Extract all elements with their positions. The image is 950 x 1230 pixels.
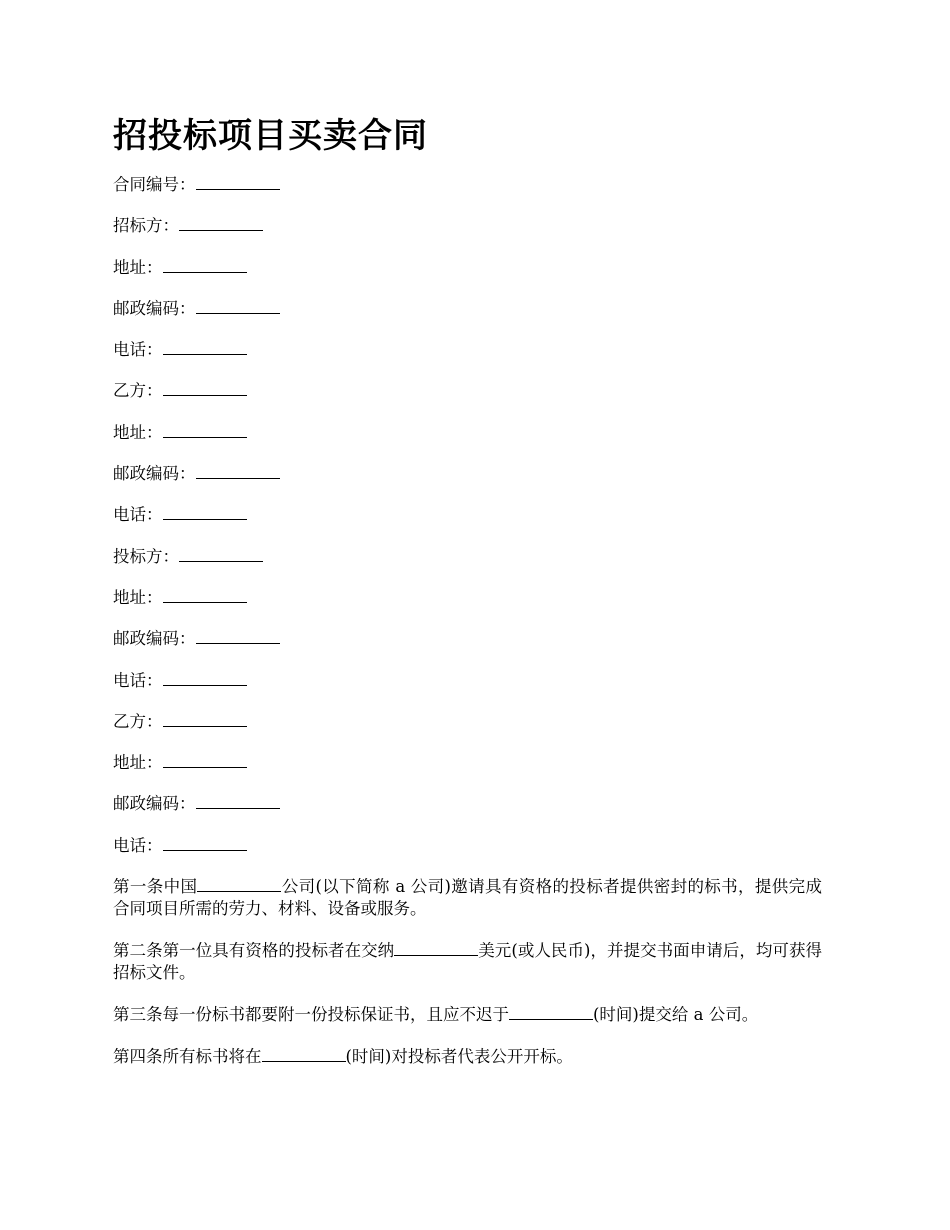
field-address <box>113 256 822 278</box>
fill-in-blank[interactable] <box>196 462 280 479</box>
fill-in-blank[interactable] <box>163 503 247 520</box>
clause-1 <box>113 875 822 920</box>
clause-text: (时间)对投标者代表公开开标。 <box>345 1047 573 1067</box>
field-address <box>113 751 822 773</box>
fill-in-blank[interactable] <box>163 586 247 603</box>
fill-in-blank[interactable] <box>163 751 247 768</box>
fill-in-blank[interactable] <box>163 256 247 273</box>
fill-in-blank[interactable] <box>197 875 281 892</box>
field-label: 电话： <box>113 670 163 690</box>
field-label: 乙方： <box>113 711 163 731</box>
field-label: 合同编号： <box>113 175 196 194</box>
field-label: 电话： <box>113 505 163 525</box>
document-title: 招投标项目买卖合同 <box>113 116 428 156</box>
clause-3 <box>113 1003 822 1026</box>
party-info-list <box>113 173 822 856</box>
clause-text: 公司(以下简称 a 公司)邀请具有资格的投标者提供密封的标书，提供完成合同项目所需的劳力、材料、设备或服务。 <box>113 877 823 919</box>
field-label: 地址： <box>113 257 163 277</box>
field-phone <box>113 503 822 525</box>
fill-in-blank[interactable] <box>196 173 280 190</box>
field-label: 电话： <box>113 340 163 360</box>
fill-in-blank[interactable] <box>163 834 247 851</box>
clause-text: 第二条第一位具有资格的投标者在交纳 <box>113 941 395 961</box>
fill-in-blank[interactable] <box>262 1045 346 1062</box>
fill-in-blank[interactable] <box>163 421 247 438</box>
field-label: 邮政编码： <box>113 298 196 318</box>
field-label: 电话： <box>113 835 163 855</box>
field-postal-code <box>113 792 822 814</box>
fill-in-blank[interactable] <box>196 627 280 644</box>
fill-in-blank[interactable] <box>163 338 247 355</box>
clause-4 <box>113 1045 822 1068</box>
field-label: 投标方： <box>113 546 179 566</box>
field-party-b <box>113 710 822 732</box>
field-contract-number <box>113 173 822 195</box>
clause-2 <box>113 939 822 984</box>
clause-text: 第三条每一份标书都要附一份投标保证书，且应不迟于 <box>113 1005 509 1025</box>
field-label: 招标方： <box>113 216 179 236</box>
field-postal-code <box>113 462 822 484</box>
field-postal-code <box>113 627 822 649</box>
clause-text: 第四条所有标书将在 <box>113 1047 262 1067</box>
field-phone <box>113 669 822 691</box>
field-phone <box>113 338 822 360</box>
field-label: 地址： <box>113 422 163 442</box>
field-tenderer <box>113 214 822 236</box>
field-postal-code <box>113 297 822 319</box>
field-phone <box>113 834 822 856</box>
field-label: 乙方： <box>113 381 163 401</box>
field-label: 邮政编码： <box>113 464 196 484</box>
fill-in-blank[interactable] <box>196 792 280 809</box>
clause-text: (时间)提交给 a 公司。 <box>593 1005 759 1025</box>
contract-clauses <box>113 875 822 1068</box>
clause-text: 美元(或人民币)，并提交书面申请后，均可获得招标文件。 <box>113 941 823 983</box>
fill-in-blank[interactable] <box>163 710 247 727</box>
clause-text: 第一条中国 <box>113 877 198 897</box>
fill-in-blank[interactable] <box>196 297 280 314</box>
field-party-b <box>113 379 822 401</box>
fill-in-blank[interactable] <box>163 669 247 686</box>
field-label: 地址： <box>113 587 163 607</box>
fill-in-blank[interactable] <box>394 939 478 956</box>
fill-in-blank[interactable] <box>179 545 263 562</box>
field-address <box>113 421 822 443</box>
field-address <box>113 586 822 608</box>
field-label: 邮政编码： <box>113 794 196 814</box>
fill-in-blank[interactable] <box>509 1003 593 1020</box>
field-bidder <box>113 545 822 567</box>
field-label: 邮政编码： <box>113 629 196 649</box>
fill-in-blank[interactable] <box>179 214 263 231</box>
fill-in-blank[interactable] <box>163 379 247 396</box>
field-label: 地址： <box>113 753 163 773</box>
